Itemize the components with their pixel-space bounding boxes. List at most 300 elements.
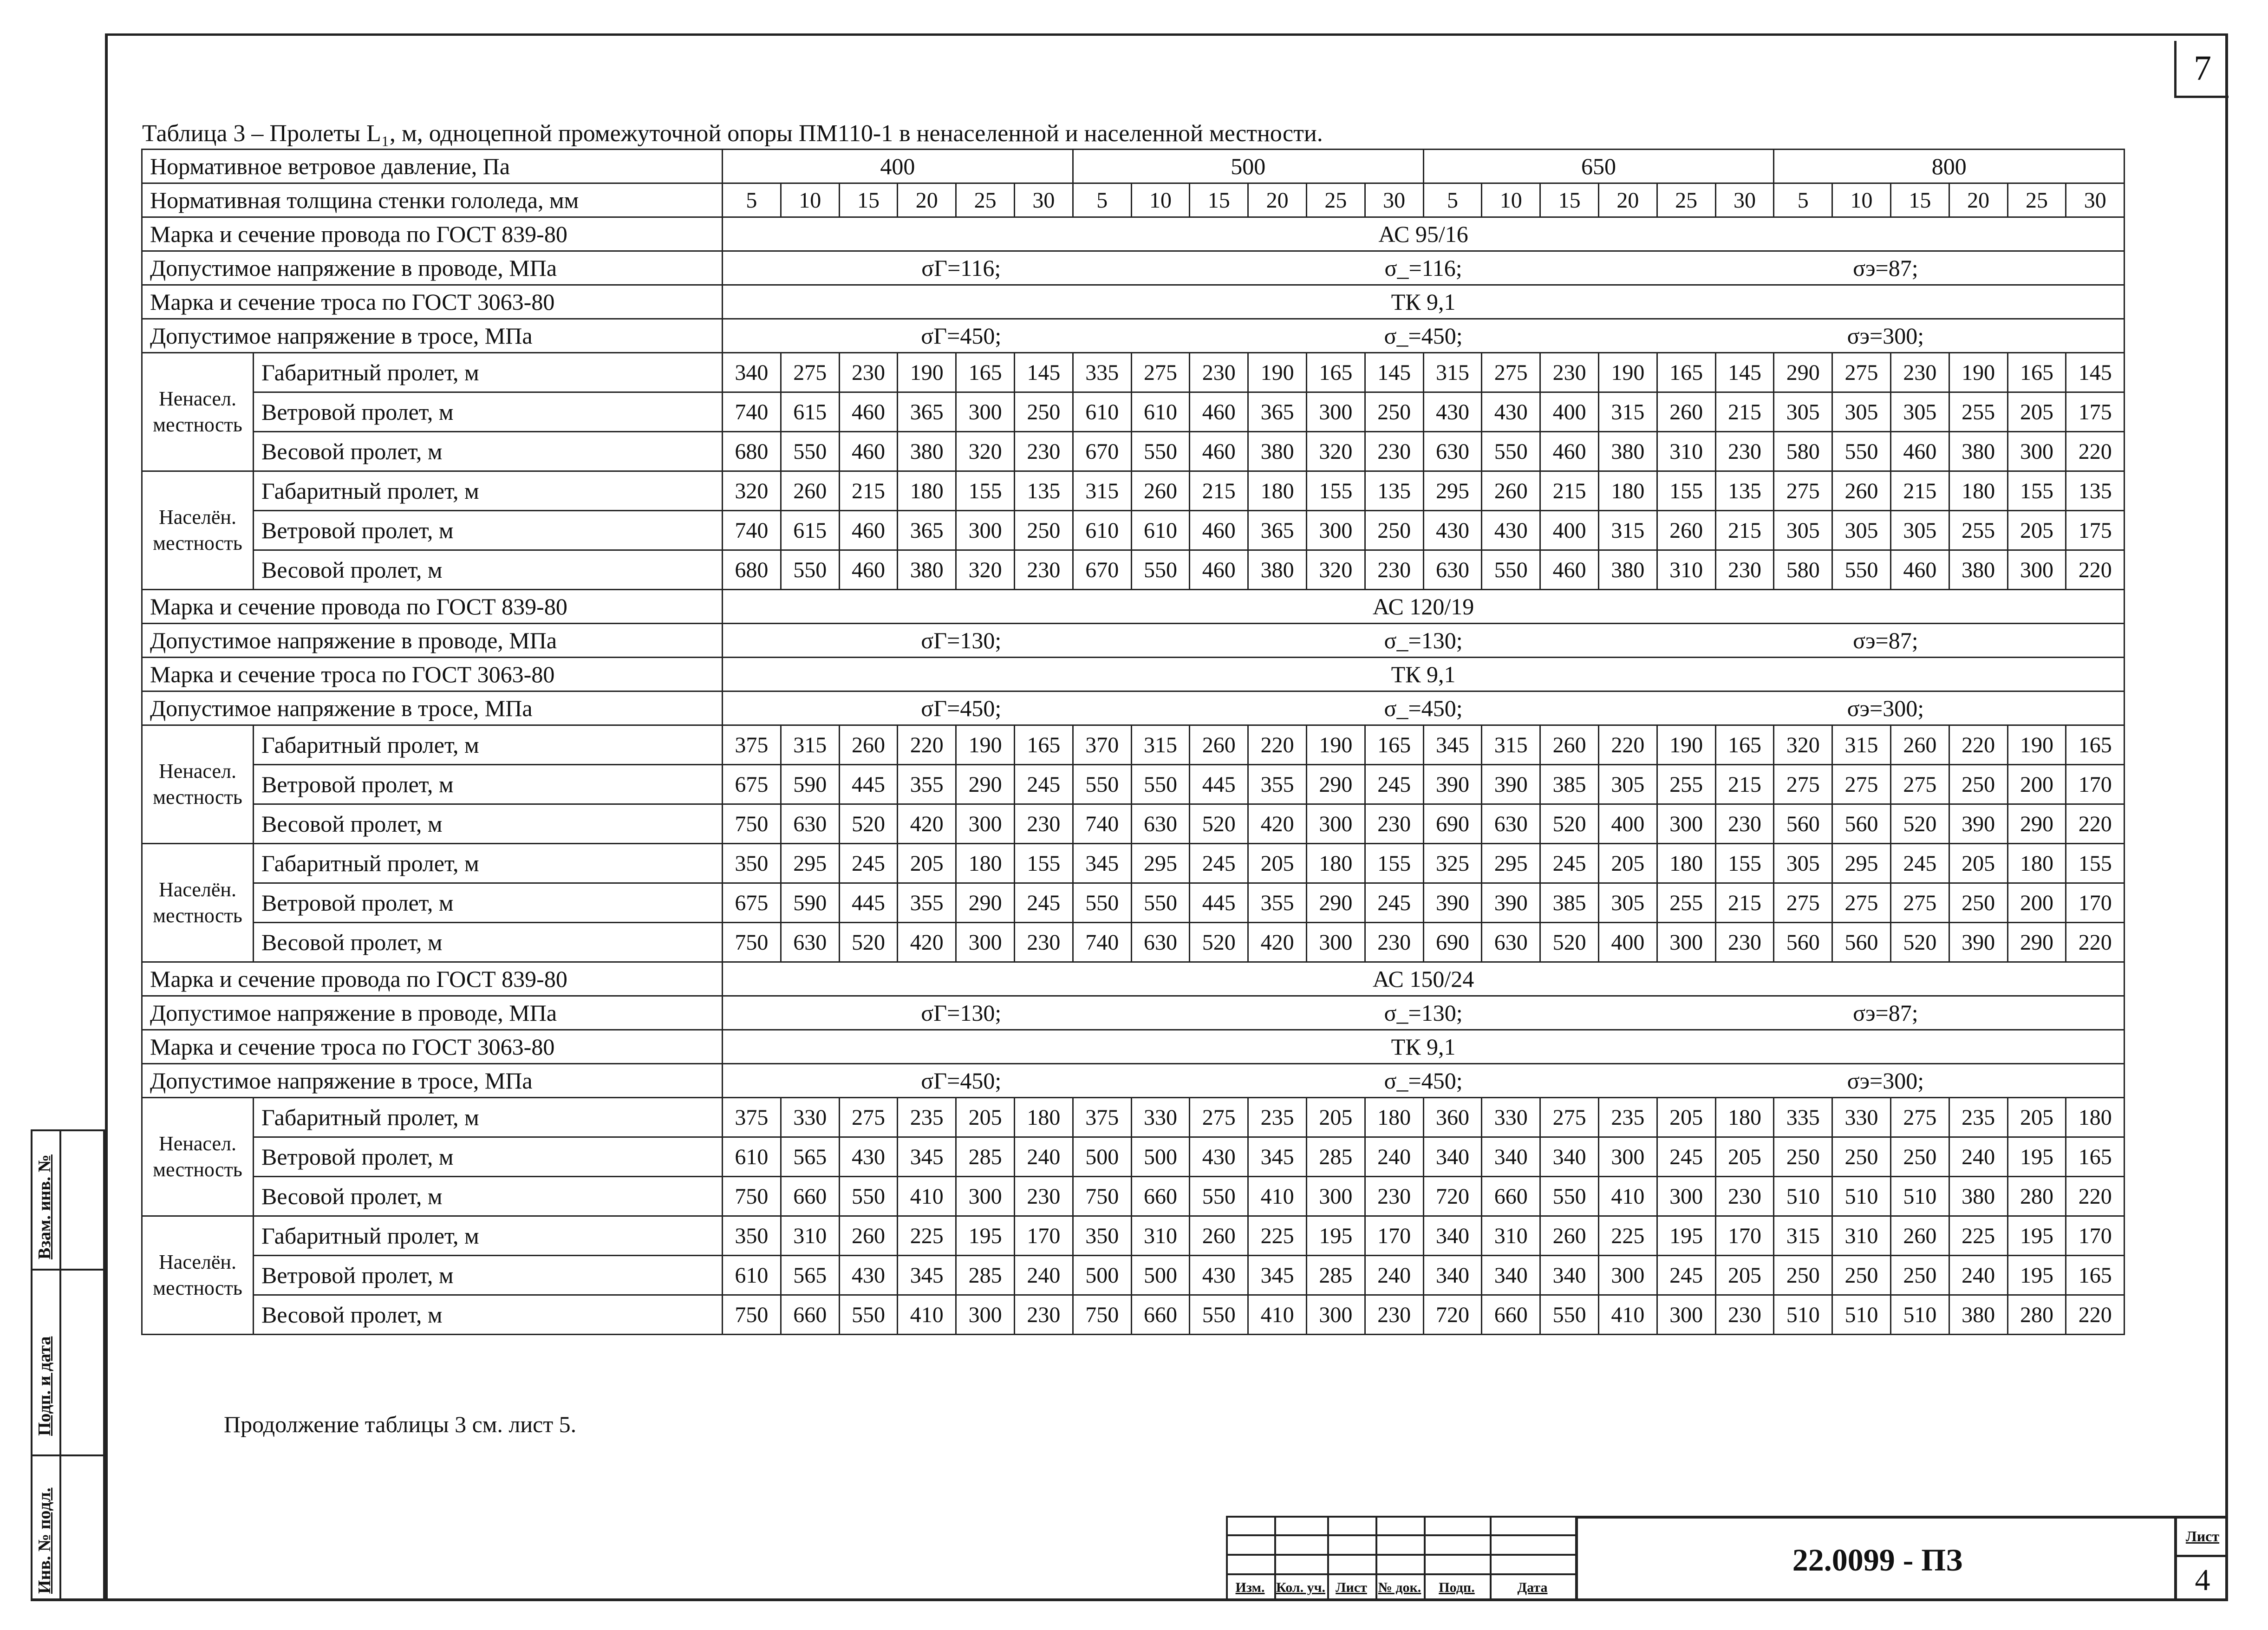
span-value-cell: 460 (839, 550, 898, 590)
table-row (142, 1256, 2125, 1295)
span-value-cell: 275 (1540, 1098, 1599, 1137)
span-value-cell: 380 (1949, 432, 2007, 471)
continuation-note: Продолжение таблицы 3 см. лист 5. (224, 1411, 577, 1437)
span-value-cell: 170 (1715, 1216, 1774, 1256)
span-value-cell: 245 (1657, 1137, 1715, 1177)
ice-thickness-value: 30 (1365, 183, 1423, 217)
span-value-cell: 510 (1832, 1177, 1891, 1216)
span-value-cell: 165 (1306, 353, 1365, 392)
span-value-cell: 340 (723, 353, 781, 392)
sheet-number-text: 4 (2195, 1563, 2210, 1597)
span-value-cell: 660 (781, 1177, 839, 1216)
span-value-cell: 590 (781, 765, 839, 804)
span-value-cell: 205 (2007, 1098, 2066, 1137)
span-value-cell: 170 (2066, 883, 2125, 923)
span-value-cell: 260 (1657, 511, 1715, 550)
span-value-cell: 460 (839, 511, 898, 550)
table-row (142, 1177, 2125, 1216)
rope-grade-value: ТК 9,1 (723, 1030, 2125, 1064)
span-value-cell: 660 (781, 1295, 839, 1335)
wire-grade-label: Марка и сечение провода по ГОСТ 839-80 (142, 590, 723, 624)
span-value-cell: 285 (1306, 1137, 1365, 1177)
span-value-cell: 420 (898, 804, 956, 844)
span-value-cell: 330 (1131, 1098, 1190, 1137)
span-value-cell: 225 (1248, 1216, 1307, 1256)
span-value-cell: 180 (1365, 1098, 1423, 1137)
wire-stress-values (723, 996, 2125, 1030)
span-value-cell: 615 (781, 511, 839, 550)
span-value-cell: 165 (956, 353, 1015, 392)
span-value-cell: 430 (839, 1137, 898, 1177)
span-type-label: Весовой пролет, м (254, 1177, 723, 1216)
span-value-cell: 235 (1248, 1098, 1307, 1137)
span-value-cell: 550 (781, 432, 839, 471)
span-type-label: Весовой пролет, м (254, 1295, 723, 1335)
span-value-cell: 260 (839, 725, 898, 765)
ice-thickness-value: 30 (1015, 183, 1073, 217)
span-value-cell: 250 (1015, 511, 1073, 550)
span-value-cell: 180 (1598, 471, 1657, 511)
side-strip-line (31, 1454, 105, 1456)
span-value-cell: 300 (1306, 1295, 1365, 1335)
table-row (142, 1098, 2125, 1137)
side-label-signature-date: Подп. и дата (35, 1336, 54, 1436)
ice-thickness-value: 10 (1832, 183, 1891, 217)
span-value-cell: 750 (723, 923, 781, 962)
area-group-label: Населён. местность (142, 1216, 254, 1335)
span-value-cell: 240 (1015, 1256, 1073, 1295)
frame-left-border (105, 33, 108, 1601)
span-value-cell: 215 (1540, 471, 1599, 511)
span-value-cell: 315 (781, 725, 839, 765)
span-value-cell: 245 (1015, 765, 1073, 804)
span-value-cell: 250 (1832, 1256, 1891, 1295)
span-value-cell: 630 (1131, 923, 1190, 962)
table-row (142, 658, 2125, 691)
span-value-cell: 420 (1248, 804, 1307, 844)
span-value-cell: 720 (1423, 1295, 1482, 1335)
span-value-cell: 320 (1774, 725, 1832, 765)
span-value-cell: 250 (1015, 392, 1073, 432)
span-value-cell: 520 (839, 804, 898, 844)
span-value-cell: 260 (1131, 471, 1190, 511)
span-value-cell: 305 (1598, 883, 1657, 923)
ice-thickness-value: 30 (2066, 183, 2125, 217)
wire-grade-value: АС 95/16 (723, 217, 2125, 251)
span-type-label: Весовой пролет, м (254, 804, 723, 844)
span-value-cell: 550 (781, 550, 839, 590)
area-group-label: Ненасел. местность (142, 353, 254, 471)
span-value-cell: 375 (723, 725, 781, 765)
span-value-cell: 220 (2066, 804, 2125, 844)
span-value-cell: 220 (2066, 923, 2125, 962)
span-value-cell: 500 (1131, 1137, 1190, 1177)
wire-grade-label: Марка и сечение провода по ГОСТ 839-80 (142, 217, 723, 251)
span-value-cell: 355 (898, 765, 956, 804)
span-value-cell: 155 (1715, 844, 1774, 883)
span-value-cell: 180 (1657, 844, 1715, 883)
span-value-cell: 155 (1306, 471, 1365, 511)
span-value-cell: 180 (2066, 1098, 2125, 1137)
span-value-cell: 380 (898, 550, 956, 590)
ice-thickness-value: 25 (956, 183, 1015, 217)
span-value-cell: 225 (1949, 1216, 2007, 1256)
span-value-cell: 355 (1248, 765, 1307, 804)
span-value-cell: 260 (1482, 471, 1540, 511)
rope-stress-label: Допустимое напряжение в тросе, МПа (142, 319, 723, 353)
span-value-cell: 520 (1890, 804, 1949, 844)
table-caption: Таблица 3 – Пролеты L₁, м, одноцепной промежуточной опоры ПМ110-1 в ненаселенной и населенной местности. (142, 120, 1323, 147)
wind-pressure-value: 400 (723, 150, 1073, 183)
span-type-label: Габаритный пролет, м (254, 471, 723, 511)
span-value-cell: 690 (1423, 923, 1482, 962)
span-value-cell: 315 (1131, 725, 1190, 765)
span-value-cell: 230 (1540, 353, 1599, 392)
span-value-cell: 230 (1715, 432, 1774, 471)
span-value-cell: 750 (1073, 1295, 1131, 1335)
ice-thickness-value: 15 (1540, 183, 1599, 217)
side-strip-line (103, 1129, 105, 1598)
span-value-cell: 310 (1482, 1216, 1540, 1256)
table-row (142, 844, 2125, 883)
span-value-cell: 380 (1949, 550, 2007, 590)
table-row (142, 923, 2125, 962)
span-value-cell: 750 (1073, 1177, 1131, 1216)
span-value-cell: 550 (1482, 550, 1540, 590)
span-value-cell: 550 (1482, 432, 1540, 471)
span-value-cell: 260 (1657, 392, 1715, 432)
ice-thickness-value: 15 (1190, 183, 1248, 217)
stamp-col-change: Изм. (1235, 1580, 1265, 1595)
span-value-cell: 205 (2007, 392, 2066, 432)
revision-grid-line (1226, 1516, 1575, 1518)
span-value-cell: 220 (2066, 1177, 2125, 1216)
span-value-cell: 290 (1306, 883, 1365, 923)
span-value-cell: 245 (839, 844, 898, 883)
span-value-cell: 250 (1365, 511, 1423, 550)
span-value-cell: 290 (956, 765, 1015, 804)
wire-stress-value: σГ=116; (921, 255, 1001, 281)
span-value-cell: 175 (2066, 392, 2125, 432)
span-value-cell: 300 (1657, 804, 1715, 844)
side-strip-line (31, 1269, 105, 1271)
span-value-cell: 230 (1715, 1295, 1774, 1335)
span-value-cell: 320 (956, 432, 1015, 471)
span-value-cell: 195 (1306, 1216, 1365, 1256)
table-row (142, 353, 2125, 392)
span-type-label: Весовой пролет, м (254, 432, 723, 471)
span-value-cell: 155 (1015, 844, 1073, 883)
span-value-cell: 285 (1306, 1256, 1365, 1295)
span-value-cell: 300 (1306, 511, 1365, 550)
span-value-cell: 275 (1890, 765, 1949, 804)
span-value-cell: 255 (1949, 511, 2007, 550)
table-row (142, 590, 2125, 624)
span-value-cell: 520 (1540, 923, 1599, 962)
span-value-cell: 300 (1306, 1177, 1365, 1216)
wire-stress-value: σэ=87; (1853, 627, 1918, 653)
span-value-cell: 740 (723, 511, 781, 550)
rope-grade-value: ТК 9,1 (723, 285, 2125, 319)
rope-stress-value: σ_=450; (1384, 1068, 1463, 1094)
ice-thickness-value: 25 (1657, 183, 1715, 217)
span-value-cell: 750 (723, 1295, 781, 1335)
wire-stress-value: σГ=130; (921, 1000, 1002, 1026)
span-value-cell: 260 (1190, 1216, 1248, 1256)
span-type-label: Ветровой пролет, м (254, 392, 723, 432)
span-value-cell: 385 (1540, 883, 1599, 923)
span-value-cell: 215 (1890, 471, 1949, 511)
span-value-cell: 410 (1598, 1177, 1657, 1216)
table-row (142, 765, 2125, 804)
span-value-cell: 195 (2007, 1137, 2066, 1177)
span-value-cell: 560 (1832, 923, 1891, 962)
span-value-cell: 675 (723, 883, 781, 923)
span-value-cell: 180 (2007, 844, 2066, 883)
span-value-cell: 550 (1131, 550, 1190, 590)
span-value-cell: 250 (1949, 765, 2007, 804)
span-value-cell: 275 (839, 1098, 898, 1137)
span-value-cell: 215 (839, 471, 898, 511)
revision-grid-line (1226, 1554, 1575, 1556)
table-row (142, 319, 2125, 353)
wire-stress-label: Допустимое напряжение в проводе, МПа (142, 996, 723, 1030)
span-value-cell: 190 (1306, 725, 1365, 765)
span-value-cell: 430 (839, 1256, 898, 1295)
span-value-cell: 550 (839, 1177, 898, 1216)
span-value-cell: 550 (1131, 765, 1190, 804)
span-value-cell: 180 (1715, 1098, 1774, 1137)
span-value-cell: 550 (1190, 1295, 1248, 1335)
span-value-cell: 375 (723, 1098, 781, 1137)
span-value-cell: 365 (1248, 392, 1307, 432)
span-value-cell: 155 (1657, 471, 1715, 511)
span-value-cell: 675 (723, 765, 781, 804)
side-label-replacement-inventory: Взам. инв. № (35, 1154, 54, 1259)
span-value-cell: 345 (1248, 1256, 1307, 1295)
span-value-cell: 230 (1715, 1177, 1774, 1216)
table-row (142, 624, 2125, 658)
rope-stress-value: σэ=300; (1847, 323, 1924, 349)
span-value-cell: 380 (1949, 1295, 2007, 1335)
span-value-cell: 445 (839, 883, 898, 923)
ice-thickness-value: 5 (723, 183, 781, 217)
ice-thickness-value: 25 (2007, 183, 2066, 217)
span-value-cell: 390 (1423, 765, 1482, 804)
span-value-cell: 300 (1657, 1295, 1715, 1335)
span-value-cell: 350 (723, 1216, 781, 1256)
span-value-cell: 275 (1832, 883, 1891, 923)
span-value-cell: 155 (956, 471, 1015, 511)
span-value-cell: 240 (1365, 1256, 1423, 1295)
span-value-cell: 460 (1190, 550, 1248, 590)
wind-pressure-value: 500 (1073, 150, 1423, 183)
span-value-cell: 510 (1890, 1177, 1949, 1216)
span-value-cell: 250 (1774, 1256, 1832, 1295)
ice-thickness-value: 10 (781, 183, 839, 217)
span-value-cell: 175 (2066, 511, 2125, 550)
ice-thickness-value: 20 (898, 183, 956, 217)
span-value-cell: 610 (1131, 511, 1190, 550)
span-value-cell: 320 (1306, 550, 1365, 590)
span-value-cell: 320 (1306, 432, 1365, 471)
span-value-cell: 345 (1073, 844, 1131, 883)
wire-stress-value: σэ=87; (1853, 255, 1918, 281)
span-value-cell: 180 (1248, 471, 1307, 511)
page-number (2174, 41, 2229, 98)
span-value-cell: 580 (1774, 432, 1832, 471)
span-value-cell: 230 (1890, 353, 1949, 392)
wire-stress-value: σэ=87; (1853, 1000, 1918, 1026)
span-type-label: Ветровой пролет, м (254, 1256, 723, 1295)
span-value-cell: 630 (1423, 432, 1482, 471)
span-value-cell: 330 (781, 1098, 839, 1137)
span-value-cell: 220 (2066, 550, 2125, 590)
span-value-cell: 300 (956, 392, 1015, 432)
span-value-cell: 340 (1423, 1216, 1482, 1256)
span-value-cell: 355 (1248, 883, 1307, 923)
span-value-cell: 165 (2066, 1137, 2125, 1177)
span-value-cell: 550 (1540, 1295, 1599, 1335)
table-row (142, 251, 2125, 285)
span-value-cell: 190 (1598, 353, 1657, 392)
span-value-cell: 300 (1306, 392, 1365, 432)
span-value-cell: 460 (1190, 432, 1248, 471)
stamp-col-date: Дата (1517, 1580, 1548, 1595)
span-value-cell: 550 (1190, 1177, 1248, 1216)
table-row (142, 150, 2125, 183)
span-value-cell: 520 (1190, 923, 1248, 962)
span-value-cell: 165 (2066, 725, 2125, 765)
span-type-label: Габаритный пролет, м (254, 1098, 723, 1137)
wire-stress-values (723, 624, 2125, 658)
ice-thickness-value: 30 (1715, 183, 1774, 217)
rope-stress-value: σГ=450; (921, 695, 1002, 721)
span-value-cell: 180 (1015, 1098, 1073, 1137)
span-value-cell: 550 (839, 1295, 898, 1335)
span-value-cell: 430 (1190, 1137, 1248, 1177)
span-value-cell: 660 (1131, 1177, 1190, 1216)
span-value-cell: 300 (956, 804, 1015, 844)
span-value-cell: 300 (1598, 1137, 1657, 1177)
span-value-cell: 550 (1540, 1177, 1599, 1216)
span-value-cell: 170 (1015, 1216, 1073, 1256)
span-value-cell: 135 (1715, 471, 1774, 511)
span-value-cell: 230 (1015, 1295, 1073, 1335)
span-value-cell: 300 (1657, 923, 1715, 962)
span-value-cell: 340 (1540, 1256, 1599, 1295)
span-value-cell: 460 (1540, 432, 1599, 471)
table-row (142, 511, 2125, 550)
side-strip-line (59, 1129, 61, 1598)
span-value-cell: 660 (1482, 1295, 1540, 1335)
span-value-cell: 350 (723, 844, 781, 883)
span-value-cell: 590 (781, 883, 839, 923)
ice-thickness-value: 15 (839, 183, 898, 217)
table-row (142, 691, 2125, 725)
span-value-cell: 145 (2066, 353, 2125, 392)
span-value-cell: 320 (723, 471, 781, 511)
span-value-cell: 385 (1540, 765, 1599, 804)
area-group-label: Населён. местность (142, 471, 254, 590)
stamp-col-sheet: Лист (1336, 1580, 1367, 1595)
span-value-cell: 235 (1598, 1098, 1657, 1137)
span-value-cell: 165 (2007, 353, 2066, 392)
span-value-cell: 145 (1015, 353, 1073, 392)
span-value-cell: 520 (839, 923, 898, 962)
sheet-label: Лист (2185, 1528, 2220, 1545)
side-label-original-inventory: Инв. № подл. (35, 1487, 54, 1594)
span-value-cell: 305 (1774, 511, 1832, 550)
span-value-cell: 315 (1832, 725, 1891, 765)
span-value-cell: 305 (1774, 844, 1832, 883)
span-value-cell: 310 (1657, 550, 1715, 590)
span-value-cell: 345 (1248, 1137, 1307, 1177)
span-value-cell: 255 (1949, 392, 2007, 432)
span-value-cell: 430 (1423, 392, 1482, 432)
span-value-cell: 250 (1890, 1137, 1949, 1177)
page-number-text: 7 (2194, 48, 2211, 88)
span-value-cell: 155 (1365, 844, 1423, 883)
wire-stress-value: σ_=130; (1384, 1000, 1463, 1026)
wind-pressure-value: 800 (1774, 150, 2125, 183)
span-value-cell: 750 (723, 1177, 781, 1216)
table-row (142, 550, 2125, 590)
span-value-cell: 300 (956, 1295, 1015, 1335)
wire-stress-value: σ_=130; (1384, 627, 1463, 653)
span-value-cell: 195 (956, 1216, 1015, 1256)
span-value-cell: 230 (1715, 804, 1774, 844)
span-value-cell: 630 (781, 804, 839, 844)
span-value-cell: 310 (1657, 432, 1715, 471)
rope-grade-value: ТК 9,1 (723, 658, 2125, 691)
span-value-cell: 230 (1715, 923, 1774, 962)
area-group-label: Ненасел. местность (142, 725, 254, 844)
span-value-cell: 295 (1131, 844, 1190, 883)
span-value-cell: 460 (839, 392, 898, 432)
span-type-label: Ветровой пролет, м (254, 883, 723, 923)
span-value-cell: 365 (1248, 511, 1307, 550)
span-value-cell: 275 (1190, 1098, 1248, 1137)
span-value-cell: 260 (781, 471, 839, 511)
wire-stress-values (723, 251, 2125, 285)
span-value-cell: 195 (1657, 1216, 1715, 1256)
spans-table (141, 149, 2125, 1335)
span-value-cell: 290 (2007, 804, 2066, 844)
span-value-cell: 230 (1015, 804, 1073, 844)
span-value-cell: 460 (839, 432, 898, 471)
span-value-cell: 720 (1423, 1177, 1482, 1216)
span-value-cell: 240 (1365, 1137, 1423, 1177)
span-value-cell: 520 (1890, 923, 1949, 962)
span-value-cell: 315 (1598, 511, 1657, 550)
span-value-cell: 390 (1423, 883, 1482, 923)
span-value-cell: 165 (2066, 1256, 2125, 1295)
span-value-cell: 410 (898, 1177, 956, 1216)
span-value-cell: 300 (1598, 1256, 1657, 1295)
stamp-col-sign: Подп. (1439, 1580, 1475, 1595)
span-value-cell: 190 (2007, 725, 2066, 765)
span-value-cell: 460 (1890, 550, 1949, 590)
span-value-cell: 340 (1482, 1256, 1540, 1295)
ice-thickness-value: 20 (1598, 183, 1657, 217)
wind-pressure-value: 650 (1423, 150, 1774, 183)
ice-thickness-value: 10 (1131, 183, 1190, 217)
span-value-cell: 245 (1365, 765, 1423, 804)
span-value-cell: 215 (1715, 883, 1774, 923)
span-type-label: Ветровой пролет, м (254, 765, 723, 804)
span-value-cell: 410 (1598, 1295, 1657, 1335)
